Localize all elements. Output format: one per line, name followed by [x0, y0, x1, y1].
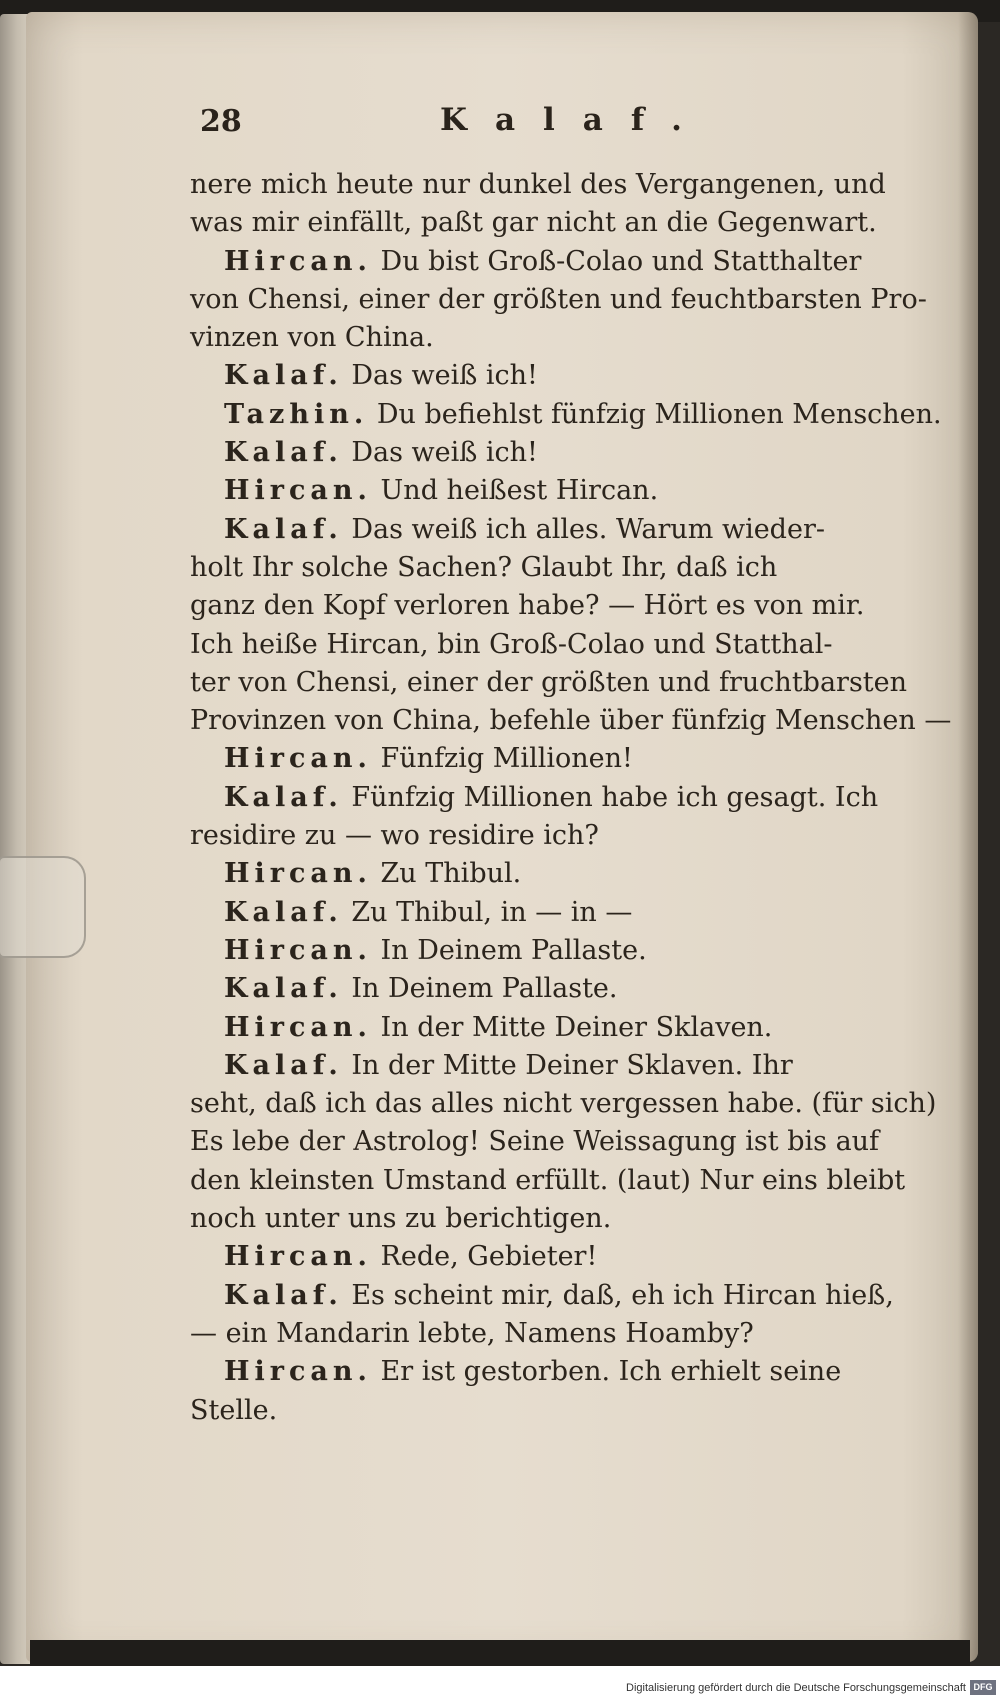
line-text: Rede, Gebieter!: [371, 1241, 598, 1273]
dfg-logo: DFG: [970, 1680, 996, 1695]
line-text: Das weiß ich!: [342, 437, 538, 469]
line-text: Ich heiße Hircan, bin Groß-Colao und Statthal-: [190, 628, 833, 660]
line-text: holt Ihr solche Sachen? Glaubt Ihr, daß ich: [190, 551, 778, 583]
speaker-name: Hircan.: [224, 1241, 372, 1273]
line-text: ter von Chensi, einer der größten und fruchtbarsten: [190, 666, 908, 698]
text-line: [190, 243, 928, 281]
text-line: [190, 855, 928, 893]
text-line: [190, 664, 928, 702]
line-text: Zu Thibul.: [371, 858, 522, 890]
digitization-credit: Digitalisierung gefördert durch die Deutsche Forschungsgemeinschaft: [626, 1682, 966, 1694]
speaker-name: Hircan.: [224, 245, 372, 277]
text-line: [190, 1277, 928, 1315]
line-text: noch unter uns zu berichtigen.: [190, 1203, 612, 1235]
text-line: [190, 511, 928, 549]
bookmark-tab: [0, 856, 86, 958]
line-text: Das weiß ich alles. Warum wieder-: [342, 513, 825, 545]
text-line: [190, 1047, 928, 1085]
line-text: Fünfzig Millionen habe ich gesagt. Ich: [342, 781, 879, 813]
line-text: Das weiß ich!: [342, 360, 538, 392]
line-text: Zu Thibul, in — in —: [342, 896, 633, 928]
text-line: [190, 817, 928, 855]
text-line: [190, 702, 952, 740]
text-line: [190, 1392, 928, 1430]
speaker-name: Kalaf.: [224, 973, 343, 1005]
text-line: [190, 587, 928, 625]
line-text: Er ist gestorben. Ich erhielt seine: [371, 1356, 842, 1388]
speaker-name: Hircan.: [224, 858, 372, 890]
line-text: von Chensi, einer der größten und feuchtbarsten Pro-: [190, 283, 927, 315]
line-text: In Deinem Pallaste.: [342, 973, 618, 1005]
text-line: [190, 740, 928, 778]
line-text: — ein Mandarin lebte, Namens Hoamby?: [190, 1317, 754, 1349]
text-line: [190, 204, 928, 242]
text-line: [190, 549, 928, 587]
scan-bottom-edge: [30, 1640, 970, 1666]
speaker-name: Hircan.: [224, 743, 372, 775]
line-text: Stelle.: [190, 1394, 278, 1426]
text-line: [190, 932, 928, 970]
text-line: [190, 396, 942, 434]
text-line: [190, 319, 928, 357]
text-line: [190, 1200, 928, 1238]
speaker-name: Kalaf.: [224, 781, 343, 813]
page-gutter-shadow: [958, 12, 978, 1662]
text-line: [190, 1162, 928, 1200]
speaker-name: Hircan.: [224, 1011, 372, 1043]
text-line: [190, 894, 928, 932]
line-text: In Deinem Pallaste.: [371, 934, 647, 966]
page-number: 28: [200, 104, 242, 139]
line-text: den kleinsten Umstand erfüllt. (laut) Nur eins bleibt: [190, 1164, 906, 1196]
line-text: Fünfzig Millionen!: [371, 743, 633, 775]
footer-bar: [0, 1666, 1000, 1703]
speaker-name: Hircan.: [224, 1356, 372, 1388]
text-line: [190, 626, 928, 664]
text-line: [190, 1123, 928, 1161]
line-text: was mir einfällt, paßt gar nicht an die Gegenwart.: [190, 207, 877, 239]
speaker-name: Kalaf.: [224, 513, 343, 545]
text-line: [190, 1353, 928, 1391]
running-title: Kalaf.: [440, 102, 710, 138]
text-body: [190, 166, 952, 1430]
line-text: seht, daß ich das alles nicht vergessen habe. (für sich): [190, 1088, 937, 1120]
text-line: [190, 1315, 928, 1353]
line-text: vinzen von China.: [190, 322, 434, 354]
line-text: nere mich heute nur dunkel des Vergangenen, und: [190, 169, 886, 200]
speaker-name: Kalaf.: [224, 437, 343, 469]
speaker-name: Hircan.: [224, 475, 372, 507]
text-line: [190, 472, 928, 510]
speaker-name: Kalaf.: [224, 1279, 343, 1311]
speaker-name: Kalaf.: [224, 1049, 343, 1081]
line-text: ganz den Kopf verloren habe? — Hört es von mir.: [190, 590, 865, 622]
text-line: [190, 779, 928, 817]
speaker-name: Hircan.: [224, 934, 372, 966]
text-line: [190, 1085, 937, 1123]
line-text: Du befiehlst fünfzig Millionen Menschen.: [368, 398, 942, 430]
line-text: Provinzen von China, befehle über fünfzig Menschen —: [190, 705, 952, 737]
text-line: [190, 357, 928, 395]
line-text: Und heißest Hircan.: [371, 475, 659, 507]
line-text: Du bist Groß-Colao und Statthalter: [371, 245, 862, 277]
text-line: [190, 434, 928, 472]
text-line: [190, 1238, 928, 1276]
line-text: residire zu — wo residire ich?: [190, 820, 599, 852]
speaker-name: Kalaf.: [224, 896, 343, 928]
text-line: [190, 970, 928, 1008]
text-line: [190, 281, 928, 319]
line-text: In der Mitte Deiner Sklaven. Ihr: [342, 1049, 793, 1081]
line-text: In der Mitte Deiner Sklaven.: [371, 1011, 773, 1043]
line-text: Es scheint mir, daß, eh ich Hircan hieß,: [342, 1279, 894, 1311]
text-line: [190, 166, 928, 204]
text-line: [190, 1009, 928, 1047]
speaker-name: Kalaf.: [224, 360, 343, 392]
speaker-name: Tazhin.: [224, 398, 369, 430]
line-text: Es lebe der Astrolog! Seine Weissagung ist bis auf: [190, 1126, 880, 1158]
